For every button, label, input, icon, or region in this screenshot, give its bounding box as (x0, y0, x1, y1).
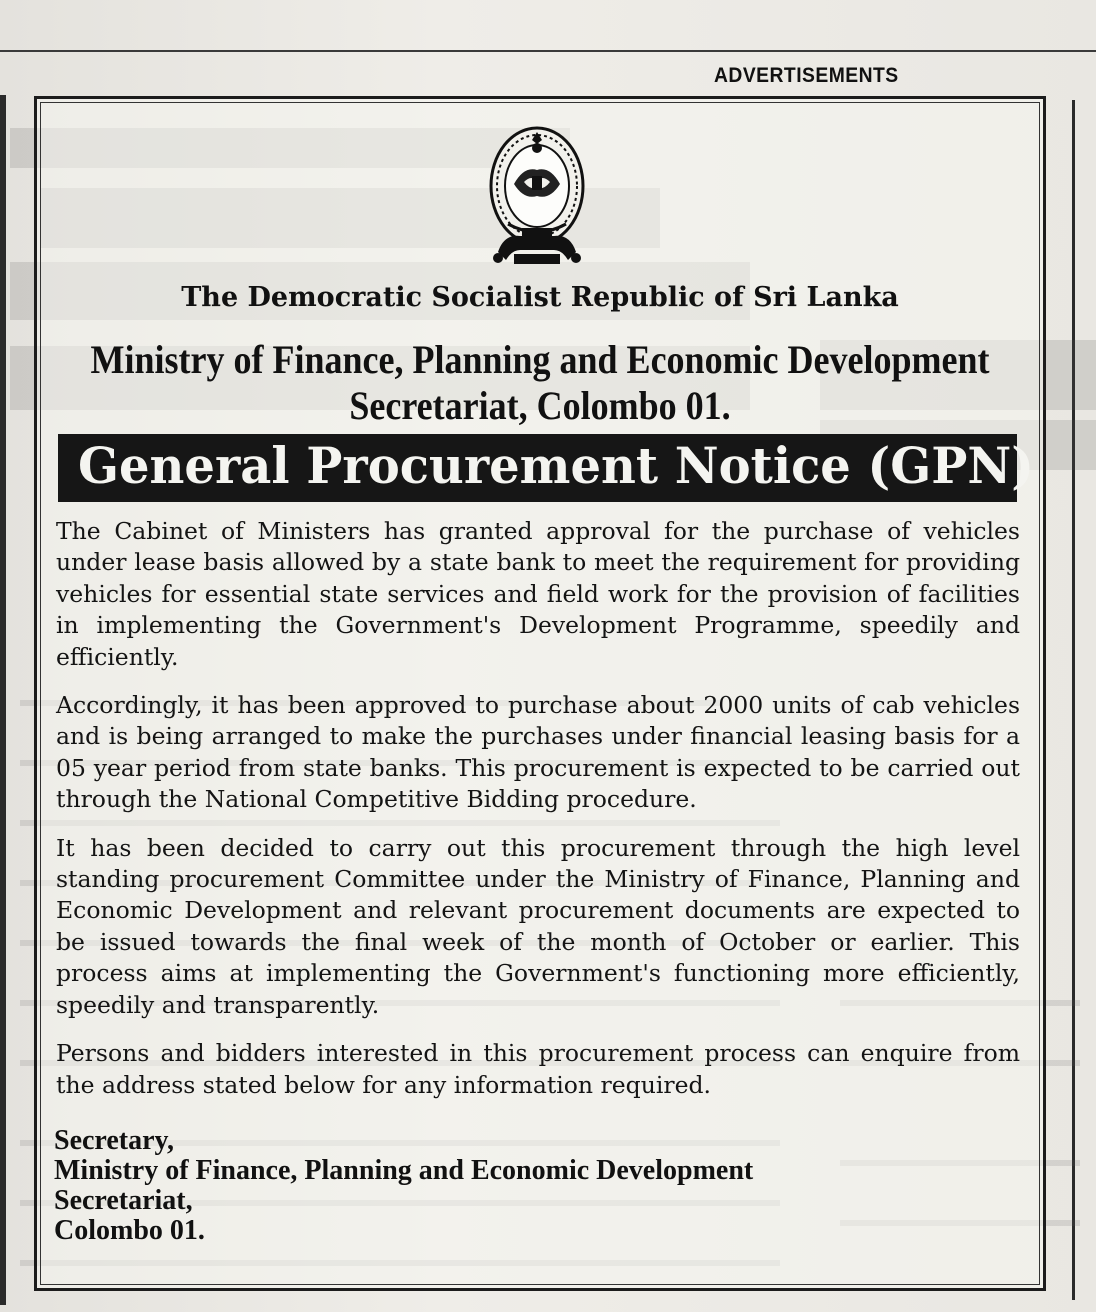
paragraph-cabinet-approval: The Cabinet of Ministers has granted approval for the purchase of vehicles under lease basis allowed by a state bank to meet the requirement for providing vehicles for essential state services and field work for the provision of facilities in implementing the Government's Development Programme, speedily and efficiently. (56, 517, 1020, 671)
contact-address (54, 1126, 1014, 1246)
paragraph-enquiries: Persons and bidders interested in this procurement process can enquire from the address stated below for any information required. (56, 1039, 1020, 1099)
section-label: ADVERTISEMENTS (714, 64, 899, 87)
address-line-title: Secretary, (54, 1125, 174, 1156)
address-line-ministry: Ministry of Finance, Planning and Economic Development (54, 1155, 754, 1186)
paragraph-procurement-process: It has been decided to carry out this procurement through the high level standing procurement Committee under the Ministry of Finance, Planning and Economic Development and relevant procurement documents are expected to be issued towards the final week of the month of October or earlier. This process aims at implementing the Government's functioning more efficiently, speedily and transparently. (56, 833, 1020, 1019)
address-line-city: Colombo 01. (54, 1215, 205, 1246)
address-line-secretariat: Secretariat, (54, 1185, 193, 1216)
secretariat-title: Secretariat, Colombo 01. (349, 383, 731, 428)
banner-title: General Procurement Notice (GPN) (78, 436, 1034, 495)
notice-body (56, 516, 1020, 1118)
state-emblem-icon (488, 124, 586, 270)
paragraph-purchase-details: Accordingly, it has been approved to purchase about 2000 units of cab vehicles and is being arranged to make the purchases under financial leasing basis for a 05 year period from state banks. This procurement is expected to be carried out through the National Competitive Bidding procedure. (56, 691, 1020, 814)
country-title: The Democratic Socialist Republic of Sri Lanka (181, 282, 899, 313)
ministry-title: Ministry of Finance, Planning and Economic Development (90, 337, 990, 382)
notice-banner (58, 434, 1034, 502)
